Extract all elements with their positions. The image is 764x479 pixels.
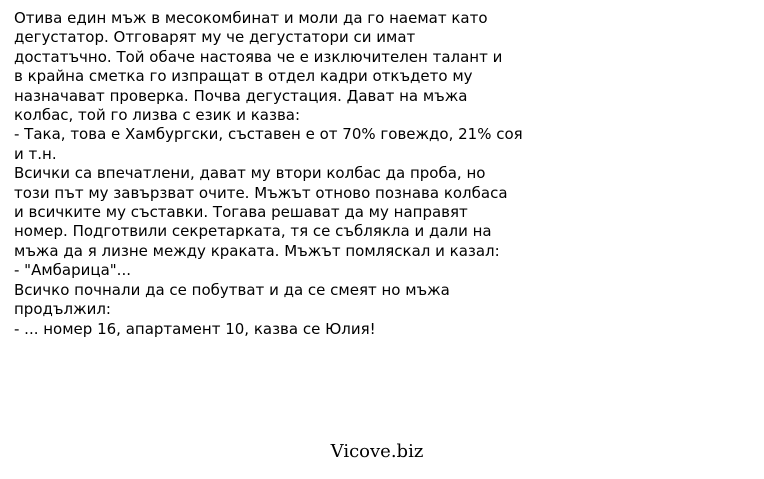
joke-line: Всичко почнали да се побутват и да се смеят но мъжа	[14, 280, 450, 299]
joke-line: този път му завързват очите. Мъжът отново познава колбаса	[14, 183, 508, 202]
joke-line: Отива един мъж в месокомбинат и моли да го наемат като	[14, 9, 488, 27]
joke-line: и т.н.	[14, 144, 57, 163]
joke-line: назначават проверка. Почва дегустация. Дават на мъжа	[14, 86, 468, 105]
joke-line: продължил:	[14, 300, 111, 319]
joke-text	[14, 9, 754, 339]
joke-line: достатъчно. Той обаче настоява че е изключителен талант и	[14, 47, 503, 66]
joke-line: дегустатор. Отговарят му че дегустатори си имат	[14, 28, 416, 47]
joke-line: - Така, това е Хамбургски, съставен е от 70% говеждо, 21% соя	[14, 125, 523, 144]
joke-line: и всичките му съставки. Тогава решават да му направят	[14, 203, 468, 222]
joke-line: номер. Подготвили секретарката, тя се съблякла и дали на	[14, 222, 492, 241]
joke-line: - "Амбарица"...	[14, 261, 131, 280]
joke-line: Всички са впечатлени, дават му втори колбас да проба, но	[14, 164, 486, 183]
joke-line: колбас, той го лизва с език и казва:	[14, 106, 301, 125]
joke-line: - ... номер 16, апартамент 10, казва се Юлия!	[14, 319, 376, 338]
site-watermark: Vicove.biz	[330, 441, 424, 462]
joke-line: в крайна сметка го изпращат в отдел кадри откъдето му	[14, 67, 473, 86]
joke-line: мъжа да я лизне между краката. Мъжът помляскал и казал:	[14, 241, 500, 260]
